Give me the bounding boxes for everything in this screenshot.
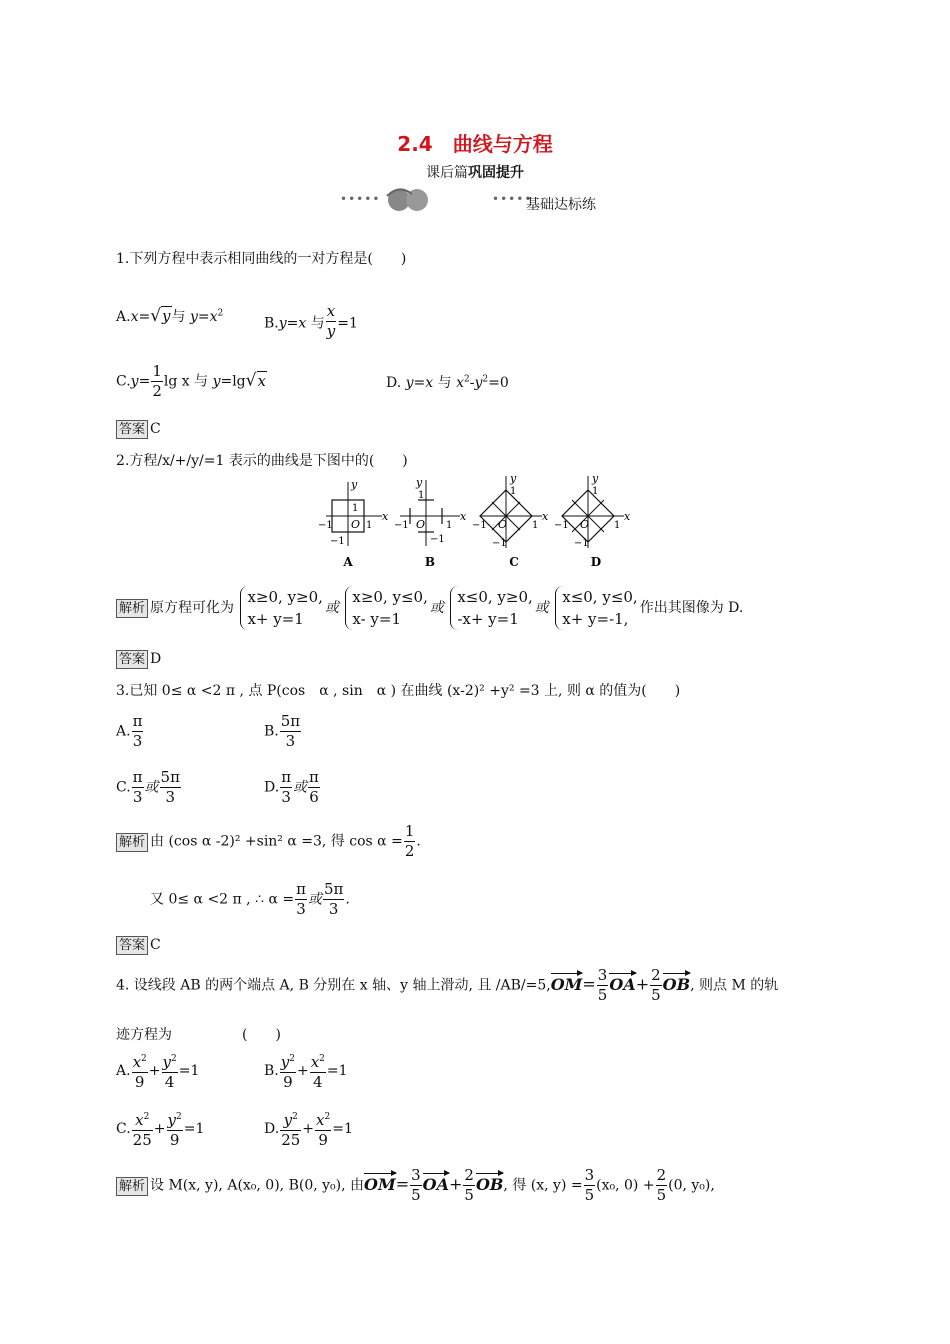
axis-label: 1 [532, 520, 539, 531]
text-fragment: 9 [134, 1073, 145, 1091]
axis-label: y [510, 472, 517, 485]
text-fragment: OM [551, 971, 583, 994]
q1-stem: 1.下列方程中表示相同曲线的一对方程是( ) [116, 251, 407, 267]
text-fragment: x [316, 1111, 325, 1129]
dots-left: ••••• [340, 192, 381, 206]
text-fragment: 原方程可化为 [150, 600, 235, 616]
text-fragment: 2 [464, 374, 470, 385]
text-fragment: 5π [323, 880, 344, 898]
text-fragment: x≥0, y≤0, [352, 588, 428, 606]
q3-analysis-line1 [116, 822, 421, 861]
figure-a [318, 478, 389, 547]
q1-option-c: C.y= $\frac{1}{2}$ lg x 与 y=lg√x [116, 362, 266, 400]
text-fragment: 3 [165, 788, 175, 806]
q3-option-c [116, 768, 182, 807]
banner-ornament-icon [382, 186, 434, 214]
text-fragment: , 得 (x, y) = [503, 1177, 583, 1194]
text-fragment: B. [264, 723, 279, 740]
text-fragment: (0, y₀), [668, 1177, 715, 1194]
figure-c [472, 472, 549, 549]
text-fragment: 2 [175, 1112, 182, 1122]
text-fragment: A. [116, 309, 131, 325]
text-fragment: lg [232, 373, 246, 390]
section-label: 基础达标练 [526, 197, 596, 213]
text-fragment: D. [264, 1121, 280, 1137]
text-fragment: π [296, 880, 306, 898]
q2-analysis [116, 586, 743, 630]
text-fragment: , 则点 M 的轨 [690, 977, 779, 994]
axis-label: 1 [592, 486, 599, 497]
text-fragment: x- y=1 [352, 610, 402, 628]
text-fragment: 又 0≤ α <2 π , ∴ α = [150, 891, 295, 908]
q2-answer [116, 650, 161, 669]
text-fragment: 或 [429, 600, 444, 616]
text-fragment: 或 [534, 600, 549, 616]
text-fragment: C. [116, 1121, 131, 1137]
text-fragment: 1 [152, 362, 162, 380]
text-fragment: 2 [482, 374, 489, 385]
q1-option-d [386, 372, 509, 392]
text-fragment: y= [130, 373, 151, 390]
axis-label: 1 [418, 490, 425, 501]
text-fragment: 解析 [116, 599, 148, 618]
text-fragment: =1 [337, 315, 358, 332]
axis-label: 1 [352, 503, 359, 514]
text-fragment: 5 [584, 1186, 595, 1204]
text-fragment: 与 [194, 373, 213, 390]
text-fragment: D. [264, 779, 280, 796]
text-fragment: 答案 [116, 936, 148, 955]
text-fragment: 4 [313, 1073, 323, 1091]
axis-label: O [498, 518, 508, 531]
text-fragment: 3 [597, 966, 608, 984]
axis-label: y [592, 472, 599, 485]
text-fragment: 巩固提升 [468, 165, 524, 181]
text-fragment: =1 [326, 1063, 348, 1079]
axis-label: 1 [614, 520, 621, 531]
text-fragment: 5 [464, 1186, 474, 1204]
axis-label: −1 [318, 520, 333, 531]
text-fragment: 2 [289, 1054, 295, 1064]
q4-option-c: C. $\frac{x^2}{25}$ + $\frac{y^2}{9}$ =1 [116, 1108, 204, 1150]
text-fragment: =1 [178, 1063, 200, 1079]
page-title: 2.4 曲线与方程 [397, 132, 553, 156]
text-fragment: -y [469, 375, 483, 391]
text-fragment: + [635, 974, 650, 994]
text-fragment: 2 [143, 1112, 150, 1122]
text-fragment: =0 [488, 375, 509, 391]
text-fragment: y [280, 1053, 290, 1071]
text-fragment: 25 [281, 1131, 301, 1149]
text-fragment: y=x [189, 309, 218, 325]
figure-a-label: A [343, 555, 353, 569]
text-fragment: = [395, 1174, 410, 1194]
text-fragment: 9 [318, 1131, 328, 1149]
text-fragment: 25 [132, 1131, 152, 1149]
q4-option-a: A. $\frac{x^2}{9}$ + $\frac{y^2}{4}$ =1 [116, 1050, 199, 1092]
text-fragment: 2 [141, 1054, 147, 1064]
text-fragment: y=x [405, 375, 434, 391]
text-fragment: 2 [170, 1054, 177, 1064]
text-fragment: 或 [324, 600, 339, 616]
axis-label: −1 [394, 520, 409, 531]
q3-option-b [264, 712, 302, 751]
text-fragment: . [345, 891, 350, 908]
text-fragment: = [582, 974, 596, 994]
text-fragment: x [135, 1111, 144, 1129]
text-fragment: A. [116, 723, 131, 740]
axis-label: x [460, 510, 467, 523]
figure-d [554, 472, 631, 549]
q1-answer [116, 420, 161, 439]
q2-stem: 2.方程/x/+/y/=1 表示的曲线是下图中的( ) [116, 453, 408, 469]
text-fragment: C. [116, 373, 131, 390]
text-fragment: 或 [144, 779, 159, 796]
text-fragment: =1 [183, 1121, 205, 1137]
text-fragment: 课后篇 [426, 165, 468, 181]
text-fragment: 3 [296, 900, 306, 918]
text-fragment: x+ y=-1, [562, 610, 629, 628]
text-fragment: y [167, 1111, 176, 1129]
text-fragment: x= [130, 309, 151, 325]
axis-label: y [351, 478, 358, 491]
text-fragment: OA [423, 1171, 449, 1194]
text-fragment: C [150, 937, 161, 953]
text-fragment: 或 [293, 779, 308, 796]
text-fragment: A. [116, 1063, 131, 1079]
text-fragment: 2 [464, 1166, 474, 1184]
text-fragment: OB [476, 1171, 503, 1194]
text-fragment: 解析 [116, 833, 148, 852]
figure-d-label: D [590, 555, 602, 569]
text-fragment: 2 [404, 842, 415, 860]
text-fragment: C. [116, 779, 131, 796]
text-fragment: y [162, 307, 171, 325]
text-fragment: 解析 [116, 1177, 148, 1196]
text-fragment: 作出其图像为 D. [639, 600, 744, 616]
axis-label: O [351, 518, 361, 531]
text-fragment: 与 [306, 315, 325, 332]
q2-figures [310, 466, 640, 572]
text-fragment: 1 [404, 822, 415, 840]
text-fragment: x [456, 375, 464, 391]
text-fragment: 5π [280, 712, 301, 730]
axis-label: 1 [510, 486, 517, 497]
text-fragment: 由 (cos α -2)² +sin² α =3, 得 cos α = [150, 833, 403, 850]
text-fragment: 5π [160, 768, 180, 786]
section-banner [340, 186, 640, 214]
text-fragment: 3 [411, 1166, 421, 1184]
axis-label: O [580, 518, 590, 531]
axis-label: −1 [492, 538, 507, 549]
text-fragment: 2 [324, 1112, 331, 1122]
axis-label: y [416, 476, 423, 489]
text-fragment: 3 [584, 1166, 595, 1184]
text-fragment: D. [386, 375, 402, 391]
text-fragment: 9 [283, 1073, 293, 1091]
text-fragment: 2 [152, 382, 162, 400]
text-fragment: 2 [651, 966, 661, 984]
axis-label: −1 [574, 538, 589, 549]
text-fragment: x [257, 371, 266, 390]
text-fragment: 5 [651, 986, 661, 1004]
figure-c-label: C [509, 555, 519, 569]
q1-option-a: A.x=√y与 $y=x^2$ [116, 306, 224, 326]
text-fragment: 答案 [116, 650, 148, 669]
axis-label: −1 [430, 534, 445, 545]
q3-option-d [264, 768, 321, 807]
text-fragment: 2 [319, 1054, 325, 1064]
page-subtitle [0, 162, 950, 182]
text-fragment: 4 [164, 1073, 175, 1091]
text-fragment: -x+ y=1 [457, 610, 519, 628]
text-fragment: 与 [171, 309, 190, 325]
q4-stem-line1 [116, 966, 778, 1005]
axis-label: −1 [472, 520, 487, 531]
text-fragment: x [132, 1053, 142, 1071]
text-fragment: y=x [278, 315, 307, 332]
axis-label: x [624, 510, 631, 523]
text-fragment: 5 [411, 1186, 421, 1204]
q4-option-d: D. $\frac{y^2}{25}$ + $\frac{x^2}{9}$ =1 [264, 1108, 353, 1150]
axis-label: −1 [554, 520, 569, 531]
text-fragment: π [309, 768, 319, 786]
text-fragment: B. [264, 1063, 279, 1079]
text-fragment: . [416, 833, 421, 850]
q4-option-b: B. $\frac{y^2}{9}$ + $\frac{x^2}{4}$ =1 [264, 1050, 348, 1092]
text-fragment: OA [609, 971, 635, 994]
text-fragment: x+ y=1 [247, 610, 304, 628]
q3-option-a [116, 712, 144, 751]
text-fragment: 3 [285, 732, 296, 750]
text-fragment: y [162, 1053, 171, 1071]
text-fragment: π [132, 712, 143, 730]
text-fragment: 3 [281, 788, 291, 806]
text-fragment: 2 [217, 308, 224, 319]
axis-label: 1 [366, 520, 373, 531]
text-fragment: 设 M(x, y), A(x₀, 0), B(0, y₀), 由 [150, 1177, 365, 1194]
text-fragment: y [283, 1111, 293, 1129]
text-fragment: 3 [132, 788, 143, 806]
axis-label: x [382, 510, 389, 523]
text-fragment: + [449, 1174, 463, 1194]
text-fragment: 答案 [116, 420, 148, 439]
q3-stem: 3.已知 0≤ α <2 π , 点 P(cos α , sin α ) 在曲线 (x-2)² +y² =3 上, 则 α 的值为( ) [116, 683, 681, 699]
axis-label: −1 [330, 536, 345, 547]
dots-right: ••••• [492, 192, 533, 206]
text-fragment: y [326, 322, 336, 340]
text-fragment: lg x [163, 373, 190, 390]
text-fragment: 3 [328, 900, 339, 918]
text-fragment: 4. 设线段 AB 的两个端点 A, B 分别在 x 轴、y 轴上滑动, 且 /AB/=5, [116, 977, 551, 994]
q1-option-b [264, 302, 358, 341]
text-fragment: 5 [597, 986, 608, 1004]
figure-b [394, 476, 467, 546]
axis-label: O [416, 518, 426, 531]
text-fragment: x [326, 302, 336, 320]
text-fragment: OB [663, 971, 690, 994]
text-fragment: =1 [332, 1121, 353, 1137]
text-fragment: D [150, 651, 162, 667]
text-fragment: 3 [132, 732, 143, 750]
q4-analysis [116, 1166, 715, 1205]
axis-label: 1 [446, 520, 453, 531]
q3-answer [116, 936, 161, 955]
figure-b-label: B [424, 555, 436, 569]
text-fragment: 6 [309, 788, 319, 806]
text-fragment: π [132, 768, 143, 786]
text-fragment: C [150, 421, 161, 437]
text-fragment: (x₀, 0) + [596, 1177, 655, 1194]
text-fragment: x [310, 1053, 320, 1071]
text-fragment: x≥0, y≥0, [247, 588, 323, 606]
text-fragment: 9 [169, 1131, 180, 1149]
text-fragment: 2 [292, 1112, 298, 1122]
axis-label: x [542, 510, 549, 523]
text-fragment: y= [212, 373, 233, 390]
text-fragment: 与 [437, 375, 457, 391]
text-fragment: x≤0, y≤0, [562, 588, 638, 606]
text-fragment: 2 [656, 1166, 667, 1184]
text-fragment: 5 [656, 1186, 667, 1204]
q4-stem-line2: 迹方程为 ( ) [116, 1027, 281, 1043]
text-fragment: x≤0, y≥0, [457, 588, 533, 606]
text-fragment: OM [364, 1171, 396, 1194]
text-fragment: 或 [307, 891, 322, 908]
text-fragment: B. [264, 315, 279, 332]
text-fragment: π [281, 768, 292, 786]
q3-analysis-line2 [150, 880, 350, 919]
